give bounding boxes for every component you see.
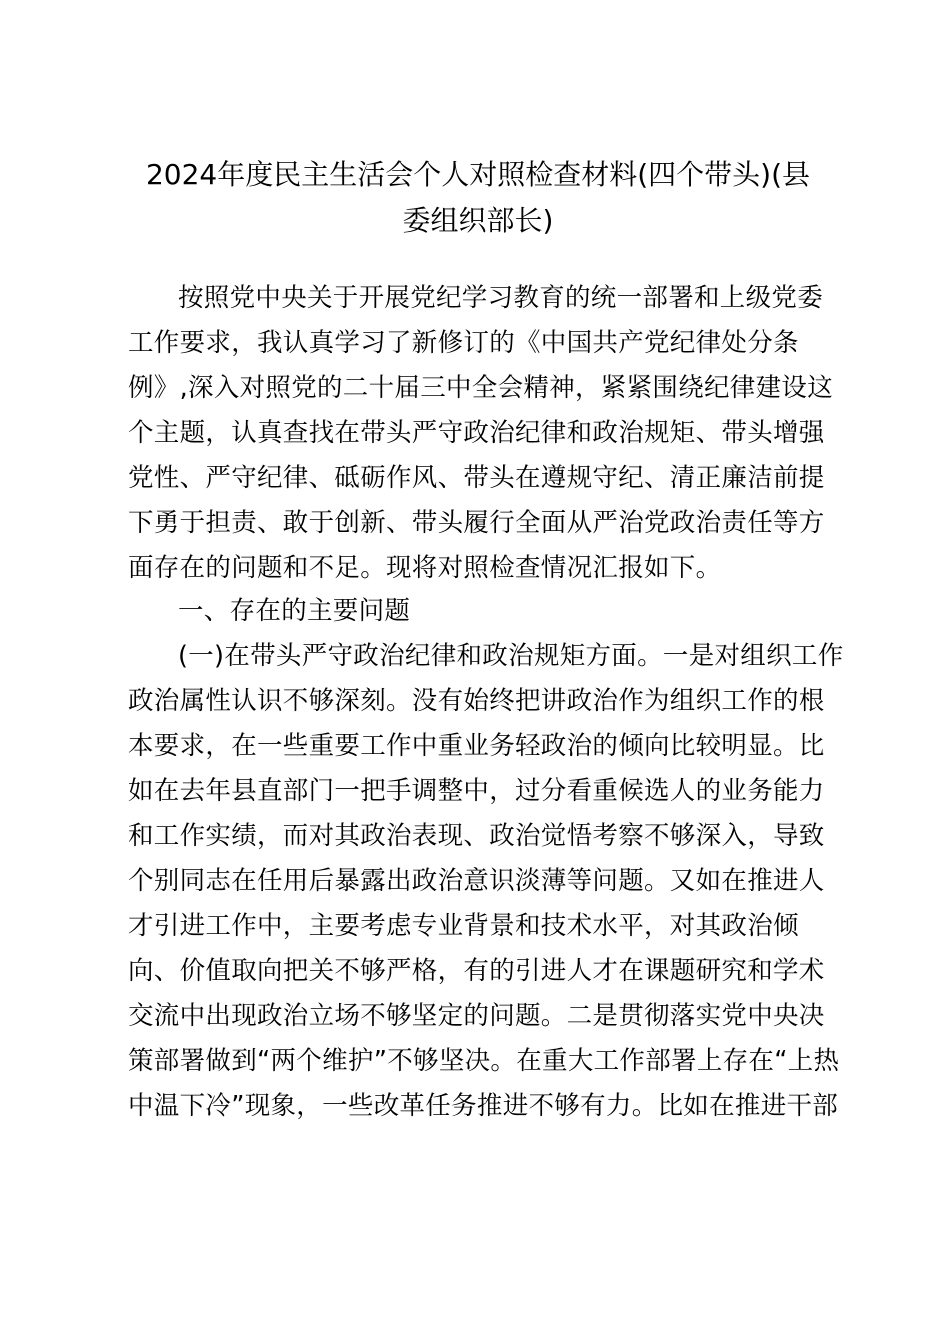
paragraph-line: 面存在的问题和不足。现将对照检查情况汇报如下。 <box>128 553 722 583</box>
paragraph-line: 才引进工作中，主要考虑专业背景和技术水平，对其政治倾 <box>128 911 799 941</box>
paragraph-line: 中温下冷”现象，一些改革任务推进不够有力。比如在推进干部 <box>128 1091 839 1121</box>
paragraph-line: 个别同志在任用后暴露出政治意识淡薄等问题。又如在推进人 <box>128 866 825 896</box>
paragraph-line: 下勇于担责、敢于创新、带头履行全面从严治党政治责任等方 <box>128 508 825 538</box>
section-heading: 一、存在的主要问题 <box>178 596 411 626</box>
paragraph-line: 交流中出现政治立场不够坚定的问题。二是贯彻落实党中央决 <box>128 1001 825 1031</box>
paragraph-line: 本要求，在一些重要工作中重业务轻政治的倾向比较明显。比 <box>128 731 825 761</box>
title-line-1: 2024年度民主生活会个人对照检查材料(四个带头)(县 <box>145 158 811 191</box>
paragraph-line: 策部署做到“两个维护”不够坚决。在重大工作部署上存在“上热 <box>128 1046 840 1076</box>
title-line-2: 委组织部长) <box>402 204 554 237</box>
paragraph-line: 个主题，认真查找在带头严守政治纪律和政治规矩、带头增强 <box>128 418 825 448</box>
document-title <box>128 152 828 244</box>
paragraph-line: (一)在带头严守政治纪律和政治规矩方面。一是对组织工作 <box>178 641 844 671</box>
paragraph-line: 党性、严守纪律、砥砺作风、带头在遵规守纪、清正廉洁前提 <box>128 463 825 493</box>
paragraph-line: 按照党中央关于开展党纪学习教育的统一部署和上级党委 <box>178 283 824 313</box>
paragraph-line: 和工作实绩，而对其政治表现、政治觉悟考察不够深入，导致 <box>128 821 825 851</box>
paragraph-line: 例》,深入对照党的二十届三中全会精神，紧紧围绕纪律建设这 <box>128 373 834 403</box>
paragraph-line: 政治属性认识不够深刻。没有始终把讲政治作为组织工作的根 <box>128 686 825 716</box>
paragraph-line: 工作要求，我认真学习了新修订的《中国共产党纪律处分条 <box>128 328 799 358</box>
paragraph-line: 如在去年县直部门一把手调整中，过分看重候选人的业务能力 <box>128 776 825 806</box>
paragraph-line: 向、价值取向把关不够严格，有的引进人才在课题研究和学术 <box>128 956 825 986</box>
